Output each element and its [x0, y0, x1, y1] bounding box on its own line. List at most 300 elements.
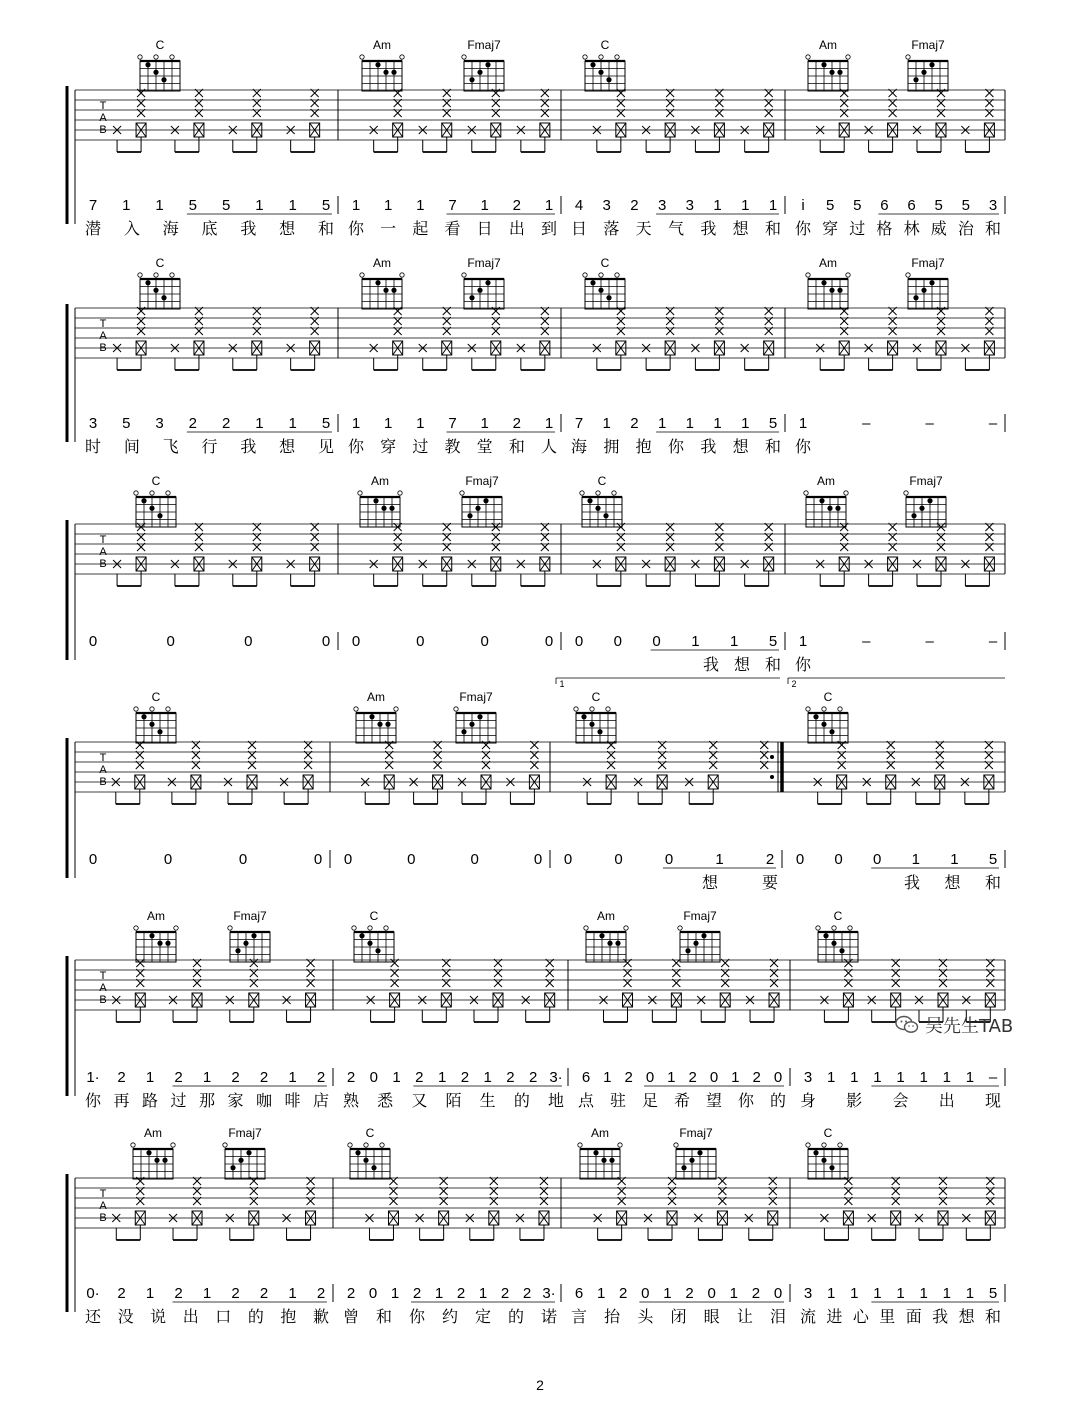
- open-string-marker: [612, 491, 616, 495]
- lyric-char: 你: [347, 219, 365, 238]
- notation-digit: 2: [346, 1069, 356, 1086]
- notation-digit: 0: [88, 851, 98, 868]
- lyric-char: 陌: [445, 1091, 462, 1110]
- chord-diagram: [583, 256, 625, 309]
- tab-clef: A: [99, 764, 107, 776]
- notation-digit: 2: [412, 1285, 422, 1302]
- lyric-char: 人: [540, 437, 558, 456]
- notation-digit: 1: [798, 415, 808, 432]
- lyric-char: 你: [737, 1091, 755, 1110]
- chord-diagram: [358, 474, 402, 527]
- notation-digit: 1: [942, 1285, 951, 1302]
- notation-digit: 0: [773, 1285, 783, 1302]
- open-string-marker: [848, 926, 852, 930]
- notation-digit: 1: [911, 851, 920, 868]
- notation-digit: 1: [383, 197, 393, 214]
- notation-digit: 1: [288, 415, 297, 432]
- open-string-marker: [360, 55, 364, 59]
- open-string-marker: [138, 273, 142, 277]
- finger-dot: [153, 288, 158, 293]
- lyric-char: 和: [317, 219, 335, 238]
- notation-digit: 0: [773, 1069, 783, 1086]
- notation-digit: 0: [641, 1285, 650, 1302]
- finger-dot: [590, 62, 595, 67]
- open-string-marker: [806, 55, 810, 59]
- tab-system: [67, 1174, 1005, 1326]
- finger-dot: [162, 1158, 167, 1163]
- lyric-char: 你: [794, 219, 812, 238]
- chord-name: C: [591, 690, 601, 704]
- open-string-marker: [574, 707, 578, 711]
- open-string-marker: [131, 1143, 135, 1147]
- finger-dot: [913, 77, 918, 82]
- finger-dot: [919, 506, 924, 511]
- open-string-marker: [166, 707, 170, 711]
- finger-dot: [831, 941, 836, 946]
- tab-system: [67, 86, 1005, 238]
- notation-digit: 3: [88, 415, 98, 432]
- chord-name: Fmaj7: [911, 38, 945, 52]
- notation-digit: 1: [850, 1069, 859, 1086]
- chord-diagram: [906, 38, 948, 91]
- lyric-char: 店: [312, 1091, 330, 1110]
- notation-digit: 0: [574, 633, 584, 650]
- lyric-char: 那: [198, 1091, 216, 1110]
- notation-digit: 2: [529, 1069, 538, 1086]
- notation-digit: 0: [544, 633, 554, 650]
- finger-dot: [603, 513, 608, 518]
- finger-dot: [821, 722, 826, 727]
- open-string-marker: [364, 1143, 368, 1147]
- chord-diagram: [584, 909, 628, 962]
- finger-dot: [483, 498, 488, 503]
- notation-digit: 6: [907, 197, 916, 214]
- finger-dot: [477, 714, 482, 719]
- finger-dot: [149, 506, 154, 511]
- chord-diagram: [460, 474, 502, 527]
- finger-dot: [606, 77, 611, 82]
- chord-diagram: [806, 38, 850, 91]
- notation-digit: 5: [768, 633, 778, 650]
- open-string-marker: [806, 273, 810, 277]
- repeat-dot: [770, 755, 774, 759]
- open-string-marker: [360, 273, 364, 277]
- lyric-char: 歉: [312, 1307, 330, 1326]
- notation-digit: 1: [965, 1285, 975, 1302]
- lyric-char: 海: [162, 219, 179, 238]
- notation-digit: 1: [667, 1069, 676, 1086]
- open-string-marker: [844, 491, 848, 495]
- notation-digit: 0: [709, 1069, 719, 1086]
- finger-dot: [243, 941, 248, 946]
- finger-dot: [475, 506, 480, 511]
- tab-clef: B: [99, 558, 107, 570]
- notation-digit: 1: [145, 1069, 155, 1086]
- lyric-char: 拥: [603, 437, 620, 456]
- notation-digit: 1: [288, 1069, 297, 1086]
- chord-name: C: [823, 1126, 833, 1140]
- open-string-marker: [596, 491, 600, 495]
- notation-digit: 1: [478, 1285, 488, 1302]
- open-string-marker: [846, 55, 850, 59]
- lyric-char: 我: [932, 1307, 949, 1326]
- finger-dot: [375, 62, 380, 67]
- tab-clef: T: [99, 534, 107, 546]
- notation-digit: 1: [685, 415, 695, 432]
- notation-digit: 1: [942, 1069, 951, 1086]
- finger-dot: [355, 1150, 360, 1155]
- notation-digit: 1: [602, 415, 611, 432]
- chord-diagram: [806, 1126, 848, 1179]
- lyric-char: 曾: [342, 1307, 360, 1326]
- finger-dot: [615, 941, 620, 946]
- finger-dot: [821, 62, 826, 67]
- notation-digit: 0: [470, 851, 479, 868]
- finger-dot: [149, 933, 154, 938]
- finger-dot: [367, 941, 372, 946]
- finger-dot: [813, 1150, 818, 1155]
- chord-name: Am: [371, 474, 389, 488]
- chord-name: Am: [597, 909, 615, 923]
- open-string-marker: [150, 491, 154, 495]
- notation-digit: 0: [834, 851, 843, 868]
- chord-diagram: [223, 1126, 265, 1179]
- notation-digit: 1: [351, 415, 361, 432]
- open-string-marker: [384, 926, 388, 930]
- notation-digit: 5: [934, 197, 943, 214]
- tab-clef: T: [99, 100, 107, 112]
- notation-digit: 2: [765, 851, 775, 868]
- notation-digit: 1: [715, 851, 724, 868]
- finger-dot: [581, 714, 586, 719]
- notation-digit: 3: [685, 197, 695, 214]
- finger-dot: [598, 288, 603, 293]
- finger-dot: [381, 506, 386, 511]
- open-string-marker: [138, 55, 142, 59]
- notation-digit: 6: [574, 1285, 584, 1302]
- chord-diagram: [354, 690, 398, 743]
- lyric-char: 啡: [284, 1091, 301, 1110]
- finger-dot: [467, 513, 472, 518]
- lyric-char: 到: [540, 219, 558, 238]
- lyric-char: 说: [150, 1307, 167, 1326]
- open-string-marker: [462, 55, 466, 59]
- notation-digit: 5: [188, 197, 198, 214]
- notation-digit: 2: [117, 1285, 126, 1302]
- lyric-char: 想: [279, 437, 296, 456]
- finger-dot: [477, 288, 482, 293]
- lyric-char: 点: [577, 1091, 595, 1110]
- finger-dot: [363, 1158, 368, 1163]
- finger-dot: [375, 948, 380, 953]
- notation-digit: 2: [460, 1069, 470, 1086]
- tab-system: [67, 520, 1005, 689]
- lyric-char: 的: [247, 1307, 264, 1326]
- notation-digit: 2: [500, 1285, 510, 1302]
- notation-digit: 2: [512, 415, 522, 432]
- finger-dot: [469, 295, 474, 300]
- tab-clef: T: [99, 752, 107, 764]
- open-string-marker: [400, 273, 404, 277]
- notation-digit: 7: [448, 197, 457, 214]
- notation-digit: 5: [825, 197, 835, 214]
- notation-digit: 2: [231, 1285, 240, 1302]
- lyric-char: 教: [444, 437, 461, 456]
- notation-digit: 2: [316, 1285, 326, 1302]
- chord-name: Fmaj7: [467, 256, 501, 270]
- notation-digit: 5: [221, 197, 231, 214]
- finger-dot: [469, 722, 474, 727]
- chord-name: C: [365, 1126, 375, 1140]
- notation-digit: 0: [163, 851, 173, 868]
- lyric-char: 一: [380, 219, 397, 238]
- notation-digit: 1: [919, 1285, 928, 1302]
- lyric-char: 你: [84, 1091, 102, 1110]
- notation-digit: 5: [122, 415, 131, 432]
- lyric-char: 你: [408, 1307, 426, 1326]
- chord-diagram: [228, 909, 270, 962]
- lyric-char: 又: [411, 1091, 428, 1110]
- notation-digit: 1: [663, 1285, 672, 1302]
- open-string-marker: [578, 1143, 582, 1147]
- open-string-marker: [584, 926, 588, 930]
- finger-dot: [693, 941, 698, 946]
- finger-dot: [607, 941, 612, 946]
- lyric-char: 家: [227, 1091, 244, 1110]
- tab-clef: A: [99, 330, 107, 342]
- notation-digit: –: [862, 633, 871, 650]
- notation-digit: 2: [688, 1069, 697, 1086]
- notation-digit: 1: [826, 1285, 836, 1302]
- chord-name: C: [597, 474, 607, 488]
- lyric-char: 起: [412, 219, 429, 238]
- notation-digit: 1: [544, 415, 554, 432]
- notation-digit: 7: [88, 197, 98, 214]
- open-string-marker: [624, 926, 628, 930]
- open-string-marker: [806, 707, 810, 711]
- finger-dot: [230, 1165, 235, 1170]
- lyric-char: 的: [769, 1091, 787, 1110]
- lyric-char: 抱: [635, 437, 652, 456]
- open-string-marker: [583, 55, 587, 59]
- open-string-marker: [166, 491, 170, 495]
- open-string-marker: [580, 491, 584, 495]
- notation-digit: 3: [803, 1069, 813, 1086]
- notation-digit: 0: [664, 851, 674, 868]
- chord-name: Fmaj7: [909, 474, 943, 488]
- finger-dot: [161, 77, 166, 82]
- chord-name: Am: [591, 1126, 609, 1140]
- notation-digit: 1: [437, 1069, 447, 1086]
- notation-digit: 1: [950, 851, 959, 868]
- chord-name: C: [833, 909, 843, 923]
- notation-digit: 0: [369, 1069, 378, 1086]
- lyric-char: 和: [508, 437, 525, 456]
- notation-digit: –: [925, 415, 934, 432]
- notation-digit: 1: [288, 197, 297, 214]
- finger-dot: [383, 288, 388, 293]
- notation-digit: 6: [581, 1069, 591, 1086]
- notation-digit: 1: [416, 197, 425, 214]
- notation-digit: 1: [202, 1285, 212, 1302]
- notation-digit: 0: [645, 1069, 655, 1086]
- lyric-char: 进: [826, 1307, 843, 1326]
- tab-system: [67, 304, 1005, 456]
- finger-dot: [593, 1150, 598, 1155]
- open-string-marker: [462, 273, 466, 277]
- chord-diagram: [906, 256, 948, 309]
- notation-digit: 1: [434, 1285, 444, 1302]
- lyric-char: 驻: [609, 1091, 627, 1110]
- lyric-char: 威: [930, 219, 947, 238]
- notation-digit: 1: [741, 197, 750, 214]
- lyric-char: 地: [547, 1091, 565, 1110]
- tab-clef: A: [99, 546, 107, 558]
- lyric-char: 想: [733, 655, 751, 674]
- finger-dot: [829, 1165, 834, 1170]
- lyric-char: 流: [799, 1307, 817, 1326]
- page-number: 2: [536, 1377, 544, 1393]
- notation-digit: 2: [630, 197, 639, 214]
- finger-dot: [235, 948, 240, 953]
- lyric-char: 行: [201, 437, 218, 456]
- finger-dot: [238, 1158, 243, 1163]
- lyric-char: 足: [641, 1091, 659, 1110]
- finger-dot: [157, 513, 162, 518]
- lyric-char: 想: [732, 219, 749, 238]
- chord-name: Am: [373, 38, 391, 52]
- lyric-char: 定: [474, 1307, 492, 1326]
- volta-number: 1: [559, 679, 565, 689]
- finger-dot: [251, 933, 256, 938]
- chord-name: C: [151, 474, 161, 488]
- open-string-marker: [348, 1143, 352, 1147]
- finger-dot: [829, 729, 834, 734]
- notation-digit: 2: [231, 1069, 240, 1086]
- open-string-marker: [583, 273, 587, 277]
- open-string-marker: [228, 926, 232, 930]
- lyric-char: 治: [957, 219, 974, 238]
- notation-digit: 0: [343, 851, 353, 868]
- chord-diagram: [574, 690, 616, 743]
- open-string-marker: [590, 707, 594, 711]
- finger-dot: [921, 70, 926, 75]
- notation-digit: 0: [368, 1285, 378, 1302]
- notation-digit: 0: [707, 1285, 716, 1302]
- finger-dot: [161, 295, 166, 300]
- lyric-char: 还: [84, 1307, 102, 1326]
- finger-dot: [587, 498, 592, 503]
- notation-digit: 0: [563, 851, 573, 868]
- chord-diagram: [804, 474, 848, 527]
- volta-number: 2: [791, 679, 797, 689]
- lyric-char: 和: [764, 655, 782, 674]
- notation-digit: 1: [416, 415, 425, 432]
- lyric-char: 穿: [380, 437, 397, 456]
- notation-digit: 1: [351, 197, 361, 214]
- lyric-char: 过: [412, 437, 429, 456]
- notation-digit: 1: [544, 197, 554, 214]
- notation-digit: 2: [630, 415, 639, 432]
- lyric-char: 飞: [162, 437, 179, 456]
- lyric-char: 我: [700, 437, 717, 456]
- notation-digit: 1: [850, 1285, 859, 1302]
- finger-dot: [145, 280, 150, 285]
- notation-digit: 0: [166, 633, 175, 650]
- lyric-char: 口: [215, 1307, 232, 1326]
- notation-digit: 1: [741, 415, 750, 432]
- finger-dot: [383, 70, 388, 75]
- finger-dot: [157, 729, 162, 734]
- finger-dot: [477, 70, 482, 75]
- chord-diagram: [360, 38, 404, 91]
- chord-diagram: [138, 38, 180, 91]
- finger-dot: [461, 729, 466, 734]
- lyric-char: 泪: [769, 1307, 787, 1326]
- finger-dot: [145, 62, 150, 67]
- lyric-char: 咖: [255, 1091, 273, 1110]
- finger-dot: [929, 280, 934, 285]
- finger-dot: [391, 288, 396, 293]
- notation-digit: 0: [873, 851, 882, 868]
- chord-name: Am: [367, 690, 385, 704]
- notation-digit: 2: [174, 1069, 183, 1086]
- lyric-char: 眼: [703, 1307, 720, 1326]
- finger-dot: [389, 506, 394, 511]
- notation-digit: 0: [614, 851, 623, 868]
- notation-digit: 2: [259, 1285, 269, 1302]
- lyric-char: 悉: [377, 1091, 394, 1110]
- open-string-marker: [906, 273, 910, 277]
- open-string-marker: [615, 273, 619, 277]
- finger-dot: [599, 933, 604, 938]
- open-string-marker: [904, 491, 908, 495]
- notation-digit: 0: [533, 851, 543, 868]
- chord-name: Am: [819, 38, 837, 52]
- chord-name: Am: [147, 909, 165, 923]
- finger-dot: [701, 933, 706, 938]
- open-string-marker: [134, 926, 138, 930]
- chord-diagram: [674, 1126, 716, 1179]
- notation-digit: 5: [321, 415, 331, 432]
- open-string-marker: [678, 926, 682, 930]
- open-string-marker: [154, 273, 158, 277]
- lyric-char: 出: [508, 219, 525, 238]
- lyric-char: 抬: [604, 1307, 621, 1326]
- tab-clef: T: [99, 1188, 107, 1200]
- finger-dot: [377, 722, 382, 727]
- finger-dot: [927, 498, 932, 503]
- lyric-char: 想: [958, 1307, 975, 1326]
- open-string-marker: [134, 707, 138, 711]
- open-string-marker: [354, 707, 358, 711]
- notation-digit: 1: [155, 197, 164, 214]
- notation-digit: –: [988, 633, 998, 650]
- lyric-char: 想: [279, 219, 296, 238]
- notation-digit: 3: [657, 197, 667, 214]
- tab-clef: A: [99, 112, 107, 124]
- notation-digit: 1: [383, 415, 393, 432]
- open-string-marker: [838, 707, 842, 711]
- notation-digit: 1: [713, 415, 722, 432]
- lyric-char: 出: [938, 1091, 955, 1110]
- notation-digit: 0: [795, 851, 805, 868]
- open-string-marker: [846, 273, 850, 277]
- chord-diagram: [583, 38, 625, 91]
- notation-digit: 5: [961, 197, 971, 214]
- finger-dot: [813, 714, 818, 719]
- open-string-marker: [806, 1143, 810, 1147]
